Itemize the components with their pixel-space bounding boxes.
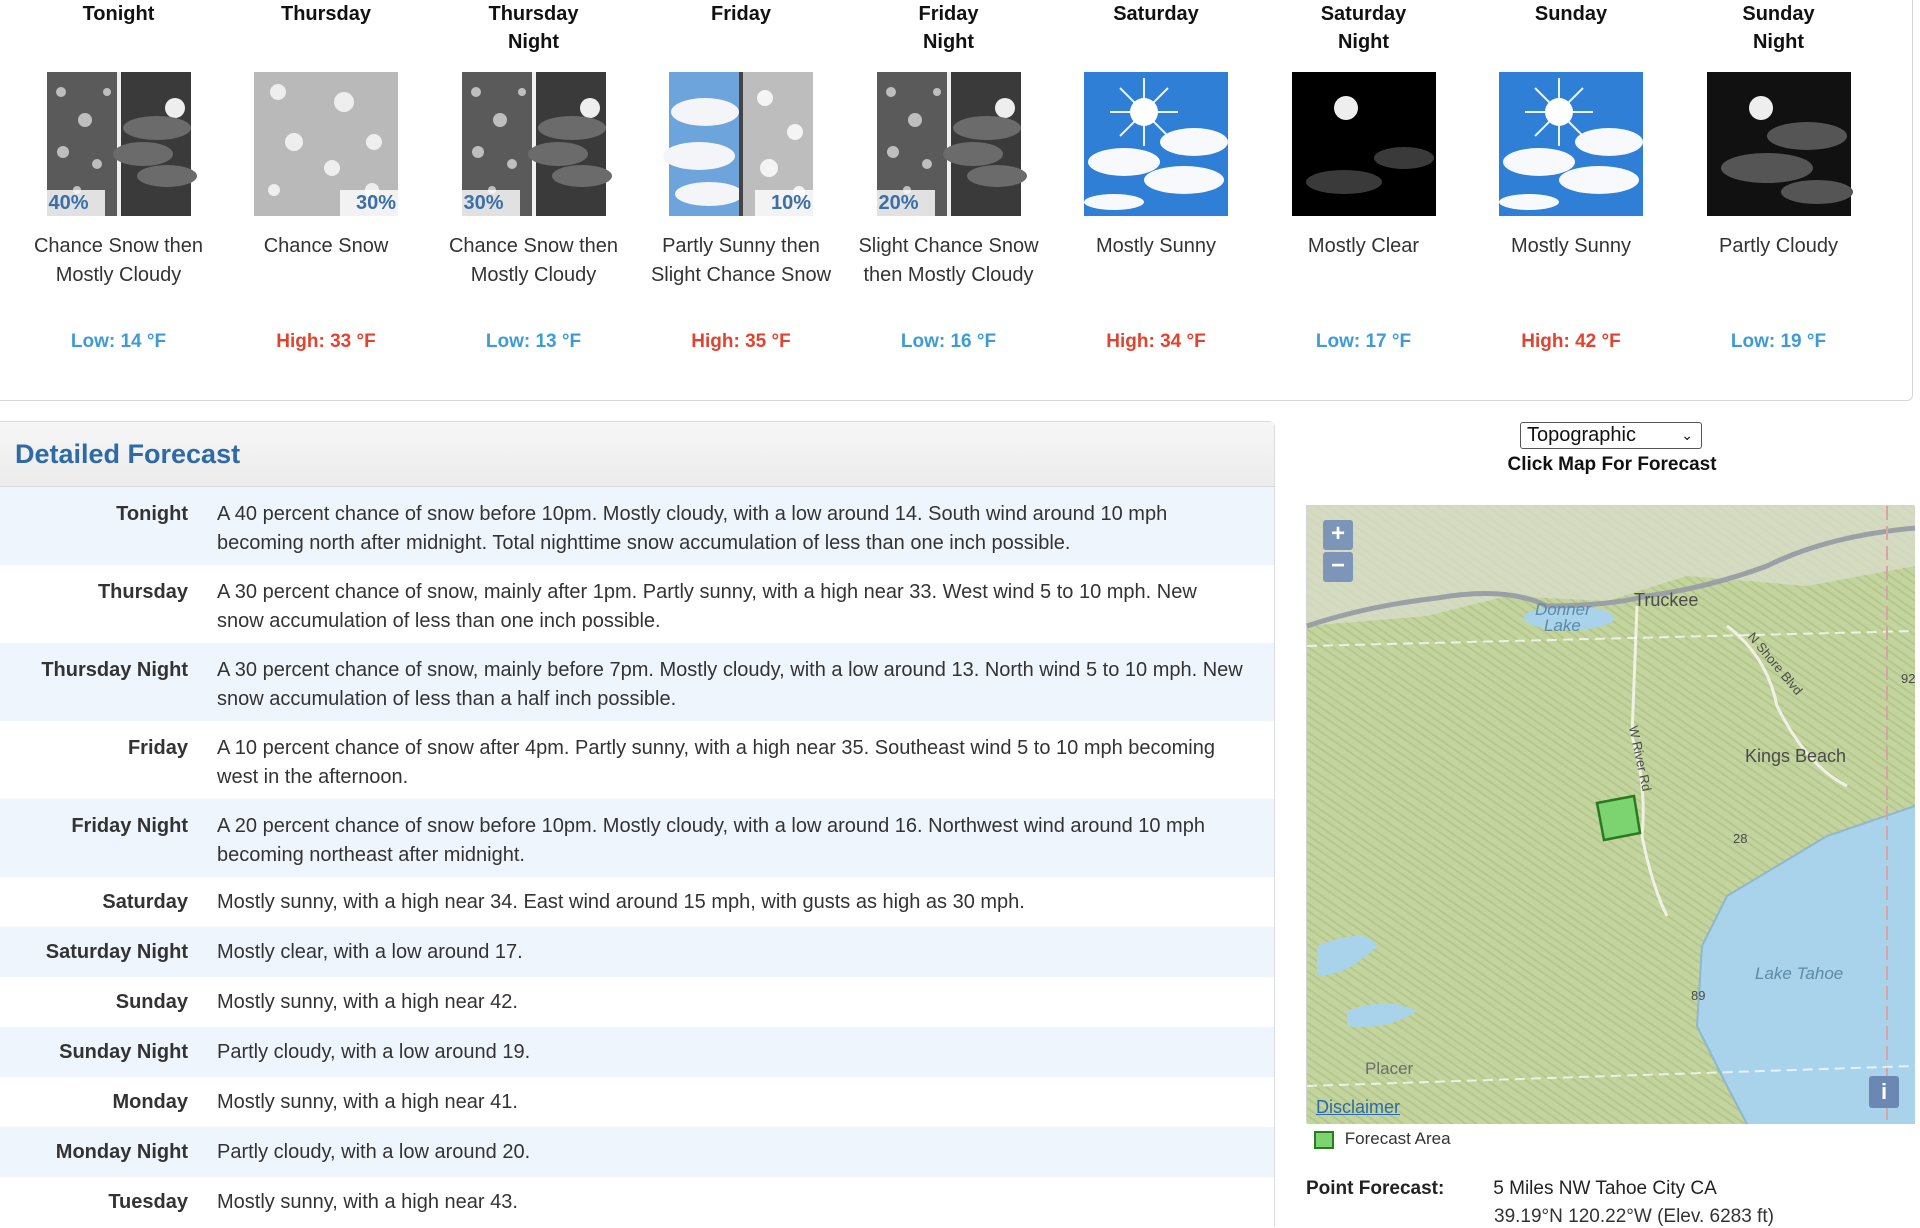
short-forecast: Mostly Clear	[1307, 235, 1420, 257]
temperature: High: 34 °F	[1106, 331, 1206, 352]
detailed-row-text: Mostly sunny, with a high near 43.	[217, 1191, 518, 1213]
precip-chance: 40%	[47, 190, 105, 216]
mostly-sunny-icon[interactable]	[1084, 72, 1228, 216]
legend-label: Forecast Area	[1344, 1129, 1451, 1148]
detailed-forecast-row	[0, 565, 1274, 643]
temperature: Low: 17 °F	[1315, 331, 1412, 352]
short-forecast: Chance Snow	[263, 235, 389, 257]
map-place-placer: Placer	[1365, 1059, 1414, 1078]
detailed-row-text: A 10 percent chance of snow after 4pm. Partly sunny, with a high near 35. Southeast wind 5 to 10 mph becoming west in the afternoon.	[217, 737, 1215, 788]
detailed-forecast-row	[0, 721, 1274, 799]
detailed-forecast-row	[0, 1077, 1274, 1127]
temperature: Low: 13 °F	[485, 331, 582, 352]
detailed-row-text: Mostly clear, with a low around 17.	[217, 941, 523, 963]
chance-snow-then-cloudy-night-icon[interactable]	[462, 72, 606, 216]
period-name-line1: Friday	[710, 3, 772, 25]
detailed-forecast-body	[0, 487, 1274, 1227]
detailed-forecast-panel	[0, 421, 1275, 1226]
forecast-map[interactable]	[1306, 505, 1914, 1123]
precip-chance: 20%	[877, 190, 935, 216]
forecast-period[interactable]	[223, 0, 430, 353]
detailed-row-label: Monday	[112, 1091, 188, 1113]
point-forecast-place: 5 Miles NW Tahoe City CA	[1493, 1178, 1717, 1199]
forecast-period[interactable]	[1053, 0, 1260, 353]
period-name	[223, 0, 430, 58]
detailed-row-label: Monday Night	[55, 1141, 188, 1163]
detailed-forecast-row	[0, 643, 1274, 721]
precip-chance: 30%	[462, 190, 520, 216]
map-place-truckee: Truckee	[1634, 590, 1699, 610]
detailed-row-text: Mostly sunny, with a high near 42.	[217, 991, 518, 1013]
period-name-line2: Night	[922, 31, 975, 53]
map-place-kings-beach: Kings Beach	[1745, 746, 1847, 766]
map-layer-select[interactable]	[1520, 422, 1702, 449]
period-name-line2: Night	[507, 31, 560, 53]
map-legend	[1314, 1129, 1451, 1149]
forecast-period[interactable]	[15, 0, 222, 353]
forecast-period[interactable]	[1468, 0, 1675, 353]
temperature: High: 33 °F	[276, 331, 376, 352]
detailed-forecast-row	[0, 487, 1274, 565]
short-forecast: Chance Snow then Mostly Cloudy	[448, 235, 618, 286]
detailed-row-text: Mostly sunny, with a high near 34. East wind around 15 mph, with gusts as high as 30 mph.	[217, 891, 1025, 913]
forecast-period[interactable]	[1675, 0, 1882, 353]
map-layer-selected: Topographic	[1527, 424, 1636, 446]
period-name-line1: Thursday	[488, 3, 579, 25]
map-layer-select-wrap	[1520, 422, 1702, 449]
zoom-in-button[interactable]: +	[1323, 520, 1353, 550]
short-forecast: Mostly Sunny	[1095, 235, 1217, 257]
chance-snow-then-cloudy-night-icon[interactable]	[877, 72, 1021, 216]
period-name	[638, 0, 845, 58]
map-caption: Click Map For Forecast	[1507, 454, 1717, 475]
detailed-row-text: A 20 percent chance of snow before 10pm. Mostly cloudy, with a low around 16. Northwest wind around 10 mph becoming northeast after midnight.	[217, 815, 1205, 866]
temperature: High: 42 °F	[1521, 331, 1621, 352]
detailed-forecast-row	[0, 1027, 1274, 1077]
map-hwy-28b: 92	[1901, 671, 1916, 686]
snow-icon[interactable]	[254, 72, 398, 216]
partly-cloudy-night-icon[interactable]	[1707, 72, 1851, 216]
detailed-forecast-row	[0, 1177, 1274, 1227]
detailed-row-text: A 30 percent chance of snow, mainly after 1pm. Partly sunny, with a high near 33. West wind 5 to 10 mph. New snow accumulation of less than one inch possible.	[217, 581, 1197, 632]
period-name-line2: Night	[1337, 31, 1390, 53]
detailed-forecast-header	[0, 422, 1274, 487]
detailed-row-text: Partly cloudy, with a low around 19.	[217, 1041, 531, 1063]
detailed-forecast-row	[0, 877, 1274, 927]
detailed-row-label: Thursday	[97, 581, 188, 603]
temperature: Low: 19 °F	[1730, 331, 1827, 352]
detailed-forecast-row	[0, 799, 1274, 877]
map-place-lake-tahoe: Lake Tahoe	[1755, 964, 1844, 983]
period-name	[1260, 0, 1467, 58]
detailed-row-text: A 40 percent chance of snow before 10pm. Mostly cloudy, with a low around 14. South wind around 10 mph becoming north after midnight. Total nighttime snow accumulation of less than one inch possible.	[217, 503, 1168, 554]
detailed-row-label: Sunday	[115, 991, 188, 1013]
detailed-forecast-row	[0, 977, 1274, 1027]
chance-snow-then-cloudy-night-icon[interactable]	[47, 72, 191, 216]
precip-chance: 10%	[755, 190, 813, 216]
detailed-forecast-title: Detailed Forecast	[15, 439, 241, 469]
chevron-down-icon: ⌄	[1681, 427, 1693, 443]
detailed-row-text: Partly cloudy, with a low around 20.	[217, 1141, 531, 1163]
period-name	[15, 0, 222, 58]
detailed-row-label: Saturday Night	[45, 941, 188, 963]
map-road-shore-blvd: N Shore Blvd	[1744, 629, 1806, 698]
period-name-line1: Thursday	[280, 3, 372, 25]
detailed-row-text: Mostly sunny, with a high near 41.	[217, 1091, 518, 1113]
seven-day-forecast	[0, 0, 1913, 401]
detailed-forecast-row	[0, 927, 1274, 977]
period-name	[1468, 0, 1675, 58]
detailed-row-label: Tonight	[116, 503, 188, 525]
point-forecast-label: Point Forecast:	[1306, 1178, 1445, 1199]
map-terrain	[1307, 506, 1915, 1124]
short-forecast: Mostly Sunny	[1510, 235, 1632, 257]
map-info-button[interactable]: i	[1869, 1076, 1899, 1108]
forecast-period[interactable]	[430, 0, 637, 353]
period-name-line1: Sunday	[1534, 3, 1608, 25]
forecast-area-swatch	[1314, 1131, 1334, 1149]
short-forecast: Partly Cloudy	[1719, 235, 1838, 257]
short-forecast: Partly Sunny then Slight Chance Snow	[650, 235, 832, 286]
detailed-row-label: Tuesday	[108, 1191, 188, 1213]
period-name	[1675, 0, 1882, 58]
detailed-row-label: Saturday	[102, 891, 188, 913]
short-forecast: Chance Snow then Mostly Cloudy	[33, 235, 203, 286]
map-place-donner: Donner	[1535, 600, 1591, 619]
temperature: Low: 16 °F	[900, 331, 997, 352]
mostly-sunny-icon[interactable]	[1499, 72, 1643, 216]
detailed-row-label: Friday	[127, 737, 188, 759]
detailed-row-text: A 30 percent chance of snow, mainly before 7pm. Mostly cloudy, with a low around 13. North wind 5 to 10 mph. New snow accumulation of less than a half inch possible.	[217, 659, 1243, 710]
disclaimer-link[interactable]: Disclaimer	[1316, 1097, 1401, 1117]
map-hwy-28a: 28	[1733, 831, 1748, 846]
map-hwy-89: 89	[1691, 988, 1706, 1003]
forecast-period[interactable]	[845, 0, 1052, 353]
point-forecast	[1306, 1178, 1774, 1227]
detailed-row-label: Sunday Night	[59, 1041, 188, 1063]
partly-sunny-then-snow-icon[interactable]	[669, 72, 813, 216]
temperature: Low: 14 °F	[70, 331, 167, 352]
mostly-clear-night-icon[interactable]	[1292, 72, 1436, 216]
detailed-row-label: Friday Night	[71, 815, 188, 837]
map-road-river-rd: W River Rd	[1625, 724, 1655, 793]
period-name	[430, 0, 637, 58]
period-name-line1: Sunday	[1742, 3, 1815, 25]
period-name-line1: Friday	[918, 3, 979, 25]
forecast-period[interactable]	[1260, 0, 1467, 353]
forecast-period[interactable]	[638, 0, 845, 353]
detailed-row-label: Thursday Night	[41, 659, 188, 681]
detailed-forecast-row	[0, 1127, 1274, 1177]
period-name-line1: Saturday	[1320, 3, 1407, 25]
period-name-line1: Tonight	[82, 3, 155, 25]
short-forecast: Slight Chance Snow then Mostly Cloudy	[858, 235, 1039, 286]
map-place-lake: Lake	[1544, 616, 1581, 635]
point-forecast-coords: 39.19°N 120.22°W (Elev. 6283 ft)	[1494, 1206, 1774, 1227]
period-name-line1: Saturday	[1113, 3, 1199, 25]
precip-chance: 30%	[340, 190, 398, 216]
period-name	[845, 0, 1052, 58]
period-name	[1053, 0, 1260, 58]
temperature: High: 35 °F	[691, 331, 791, 352]
zoom-out-button[interactable]: −	[1323, 552, 1353, 582]
period-name-line2: Night	[1752, 31, 1805, 53]
